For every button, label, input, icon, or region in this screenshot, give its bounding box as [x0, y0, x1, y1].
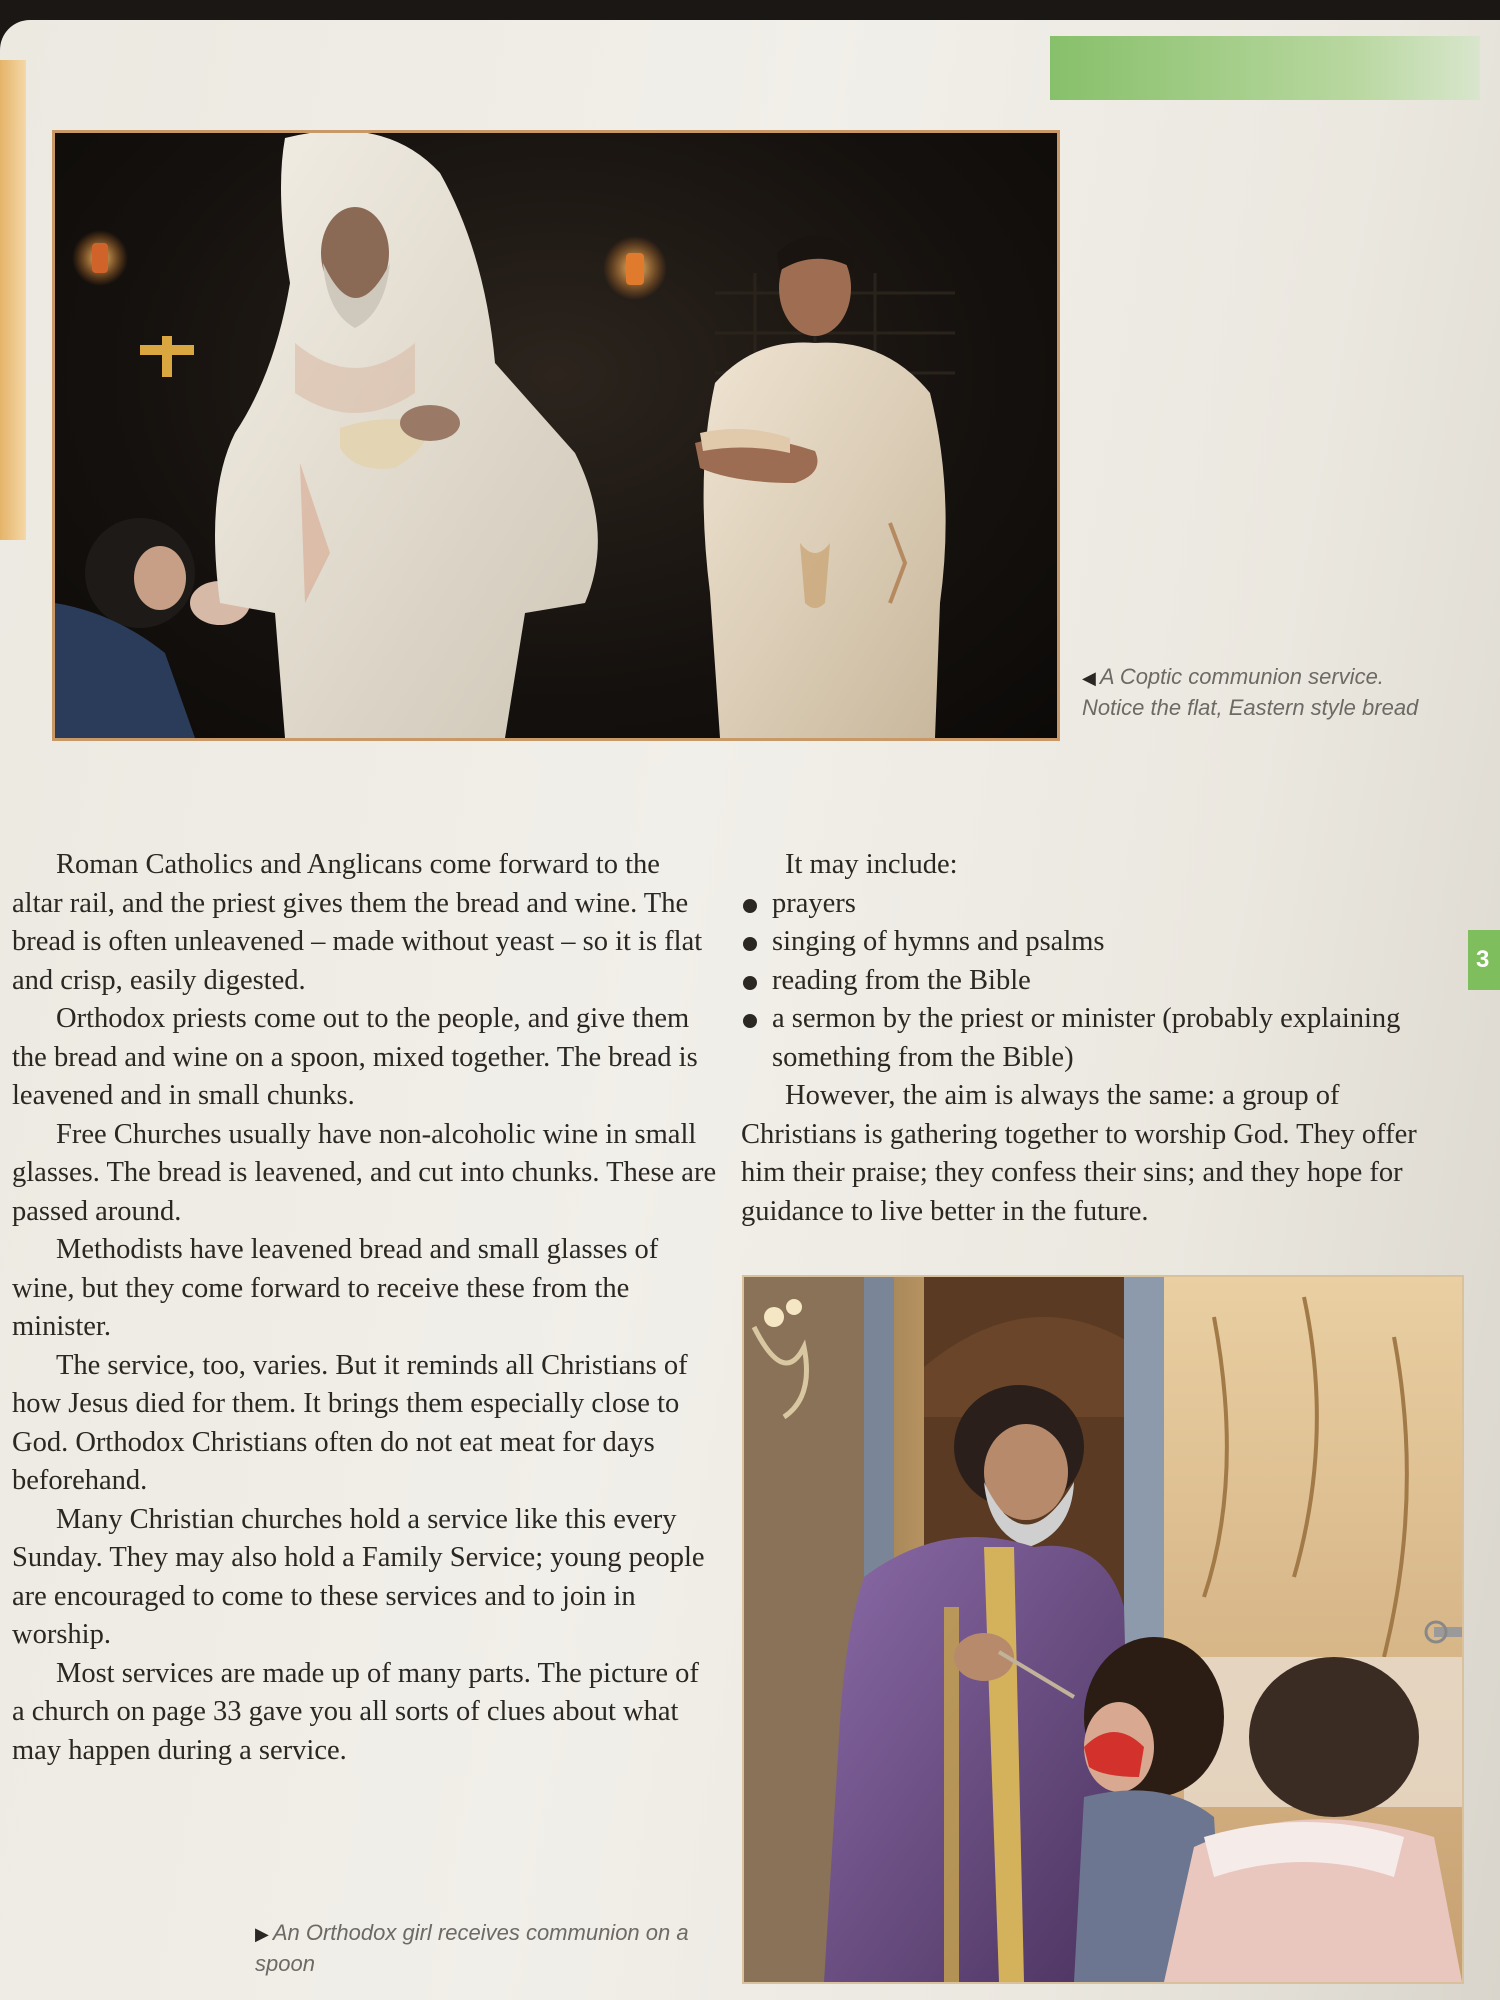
service-parts-list: [741, 885, 1441, 1078]
paragraph-orthodox: Orthodox priests come out to the people, and give them the bread and wine on a spoon, mixed together. The bread is leavened and in small chunks.: [12, 1003, 698, 1111]
list-item: singing of hymns and psalms: [741, 923, 1441, 962]
paragraph-catholics-anglicans: Roman Catholics and Anglicans come forward to the altar rail, and the priest gives them the bread and wine. The bread is often unleavened – made without yeast – so it is flat and crisp, easily digested.: [12, 849, 703, 996]
photo-caption-orthodox: [255, 1918, 725, 1979]
paragraph-service-varies: The service, too, varies. But it reminds all Christians of how Jesus died for them. It brings them especially close to God. Orthodox Christians often do not eat meat for days beforehand.: [12, 1349, 688, 1496]
list-intro: It may include:: [785, 849, 958, 880]
paragraph-aim: However, the aim is always the same: a group of Christians is gathering together to worship God. They offer him their praise; they confess their sins; and they hope for guidance to live better in the future.: [741, 1080, 1417, 1227]
list-item: prayers: [741, 885, 1441, 924]
paragraph-methodists: Methodists have leavened bread and small glasses of wine, but they come forward to receive these from the minister.: [12, 1234, 659, 1342]
right-text-column: [741, 846, 1441, 1231]
left-text-column: [12, 846, 717, 1770]
photo-caption-orthodox-text: An Orthodox girl receives communion on a spoon: [255, 1920, 689, 1976]
photo-caption-coptic-text: A Coptic communion service. Notice the flat, Eastern style bread: [1082, 664, 1419, 720]
textbook-page: [0, 20, 1500, 2000]
photo-caption-coptic: [1082, 662, 1422, 723]
book-spine-edge: [0, 60, 26, 540]
list-item: reading from the Bible: [741, 962, 1441, 1001]
orthodox-communion-photo: [742, 1275, 1464, 1984]
page-number-tab: 3: [1468, 930, 1500, 990]
paragraph-sunday-service: Many Christian churches hold a service like this every Sunday. They may also hold a Family Service; young people are encouraged to come to these services and to join in worship.: [12, 1503, 705, 1650]
list-item: a sermon by the priest or minister (probably explaining something from the Bible): [741, 1000, 1441, 1077]
header-color-bar: [1050, 36, 1480, 100]
paragraph-service-parts: Most services are made up of many parts. The picture of a church on page 33 gave you all sorts of clues about what may happen during a service.: [12, 1657, 699, 1766]
coptic-communion-photo: [52, 130, 1060, 741]
caption-pointer-left-icon: ◀: [1082, 668, 1096, 688]
paragraph-free-churches: Free Churches usually have non-alcoholic wine in small glasses. The bread is leavened, and cut into chunks. These are passed around.: [12, 1118, 717, 1227]
caption-pointer-right-icon: ▶: [255, 1924, 269, 1944]
